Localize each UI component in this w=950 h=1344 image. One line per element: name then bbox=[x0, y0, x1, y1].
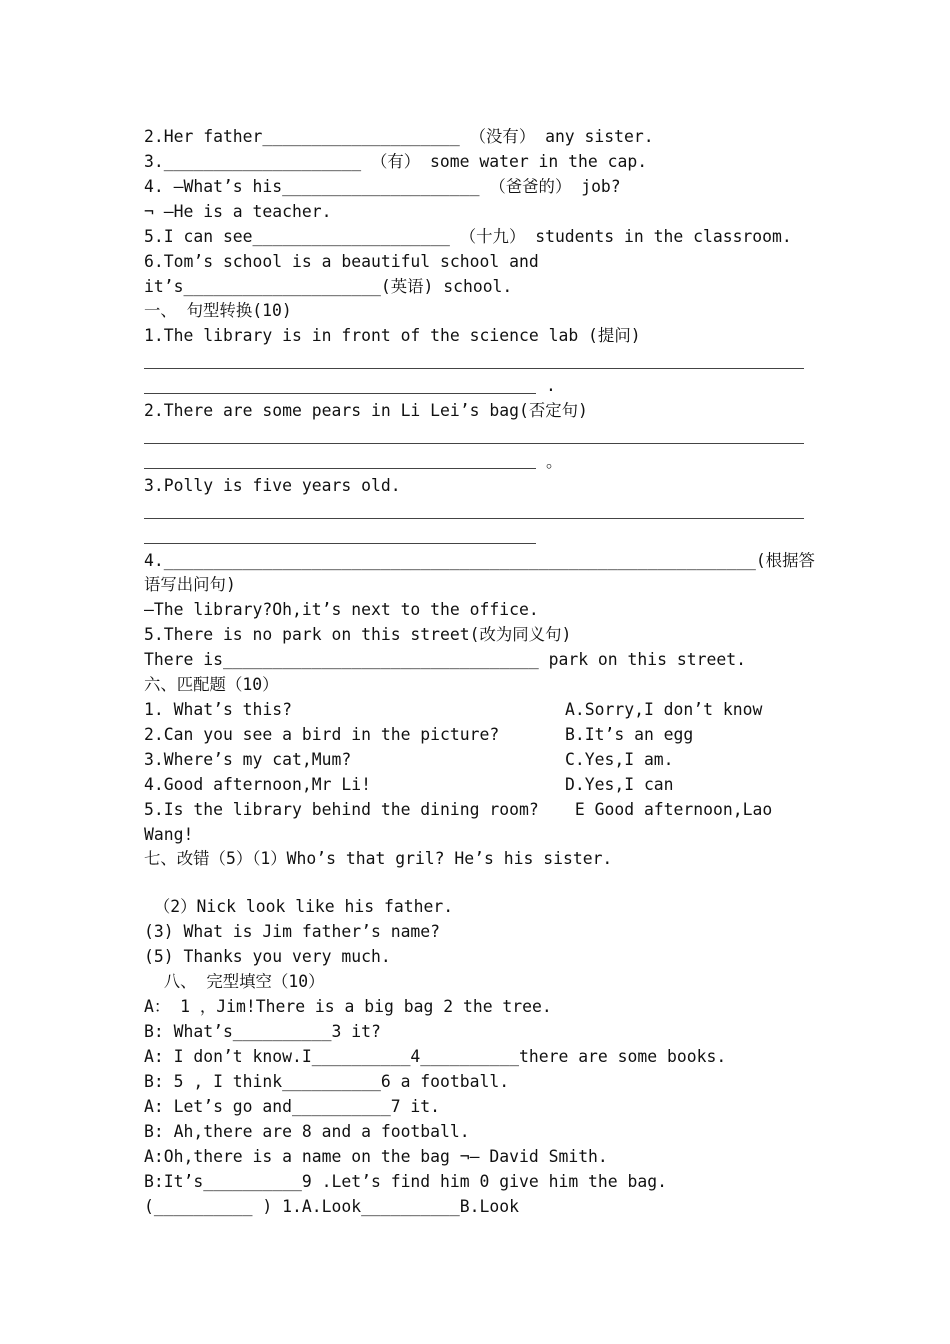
transform-heading: 一、 句型转换(10) bbox=[144, 301, 292, 320]
cloze-line: B: 5 , I think__________6 a football. bbox=[144, 1072, 510, 1091]
answer-line bbox=[144, 368, 804, 369]
transform-q1: 1.The library is in front of the science lab (提问) bbox=[144, 326, 641, 345]
answer-line bbox=[144, 393, 536, 394]
answer-line bbox=[144, 518, 804, 519]
matching-answer-wrap: Wang! bbox=[144, 825, 194, 844]
fill-q2: 2.Her father____________________ （没有） any sister. bbox=[144, 127, 654, 146]
transform-q2-end: 。 bbox=[546, 452, 563, 471]
answer-line bbox=[144, 543, 536, 544]
matching-question: 5.Is the library behind the dining room? bbox=[144, 800, 539, 819]
transform-q1-end: . bbox=[546, 376, 556, 395]
fill-q5: 5.I can see____________________ （十九） students in the classroom. bbox=[144, 227, 792, 246]
cloze-line: B: Ah,there are 8 and a football. bbox=[144, 1122, 470, 1141]
matching-answer: E Good afternoon,Lao bbox=[565, 800, 773, 819]
cloze-option-line: (__________ ) 1.A.Look__________B.Look bbox=[144, 1197, 519, 1216]
transform-q2: 2.There are some pears in Li Lei’s bag(否定句) bbox=[144, 401, 588, 420]
transform-q4-line1: 4.____________________________________________________________(根据答 bbox=[144, 551, 815, 570]
correction-heading: 七、改错（5）（1）Who’s that gril? He’s his sister. bbox=[144, 849, 613, 868]
cloze-heading: 八、 完型填空（10） bbox=[144, 972, 325, 991]
fill-q4-question: 4. —What’s his____________________ （爸爸的） job? bbox=[144, 177, 621, 196]
cloze-line: B:It’s__________9 .Let’s find him 0 give him the bag. bbox=[144, 1172, 668, 1191]
correction-item: （2）Nick look like his father. bbox=[144, 897, 454, 916]
matching-question: 4.Good afternoon,Mr Li! bbox=[144, 775, 371, 794]
matching-answer: A.Sorry,I don’t know bbox=[565, 700, 763, 719]
matching-answer: D.Yes,I can bbox=[565, 775, 674, 794]
fill-q4-answer: ¬ —He is a teacher. bbox=[144, 202, 332, 221]
correction-item: (5) Thanks you very much. bbox=[144, 947, 391, 966]
matching-question: 3.Where’s my cat,Mum? bbox=[144, 750, 352, 769]
answer-line bbox=[144, 468, 536, 469]
matching-answer: B.It’s an egg bbox=[565, 725, 694, 744]
matching-heading: 六、匹配题（10） bbox=[144, 675, 279, 694]
cloze-line: A:Oh,there is a name on the bag ¬— David Smith. bbox=[144, 1147, 608, 1166]
cloze-line: A： 1 ，Jim!There is a big bag 2 the tree. bbox=[144, 997, 552, 1016]
fill-q6-line1: 6.Tom’s school is a beautiful school and bbox=[144, 252, 539, 271]
answer-line bbox=[144, 443, 804, 444]
transform-q5-line1: 5.There is no park on this street(改为同义句) bbox=[144, 625, 572, 644]
cloze-line: A: I don’t know.I__________4__________there are some books. bbox=[144, 1047, 727, 1066]
transform-q4-line3: —The library?Oh,it’s next to the office. bbox=[144, 600, 539, 619]
cloze-line: B: What’s__________3 it? bbox=[144, 1022, 381, 1041]
fill-q6-line2: it’s____________________(英语) school. bbox=[144, 277, 513, 296]
matching-question: 1. What’s this? bbox=[144, 700, 293, 719]
transform-q4-line2: 语写出问句) bbox=[144, 575, 236, 594]
correction-item: (3) What is Jim father’s name? bbox=[144, 922, 441, 941]
transform-q3: 3.Polly is five years old. bbox=[144, 476, 401, 495]
matching-answer: C.Yes,I am. bbox=[565, 750, 674, 769]
fill-q3: 3.____________________ （有） some water in the cap. bbox=[144, 152, 648, 171]
transform-q5-line2: There is________________________________ park on this street. bbox=[144, 650, 746, 669]
matching-question: 2.Can you see a bird in the picture? bbox=[144, 725, 500, 744]
cloze-line: A: Let’s go and__________7 it. bbox=[144, 1097, 441, 1116]
